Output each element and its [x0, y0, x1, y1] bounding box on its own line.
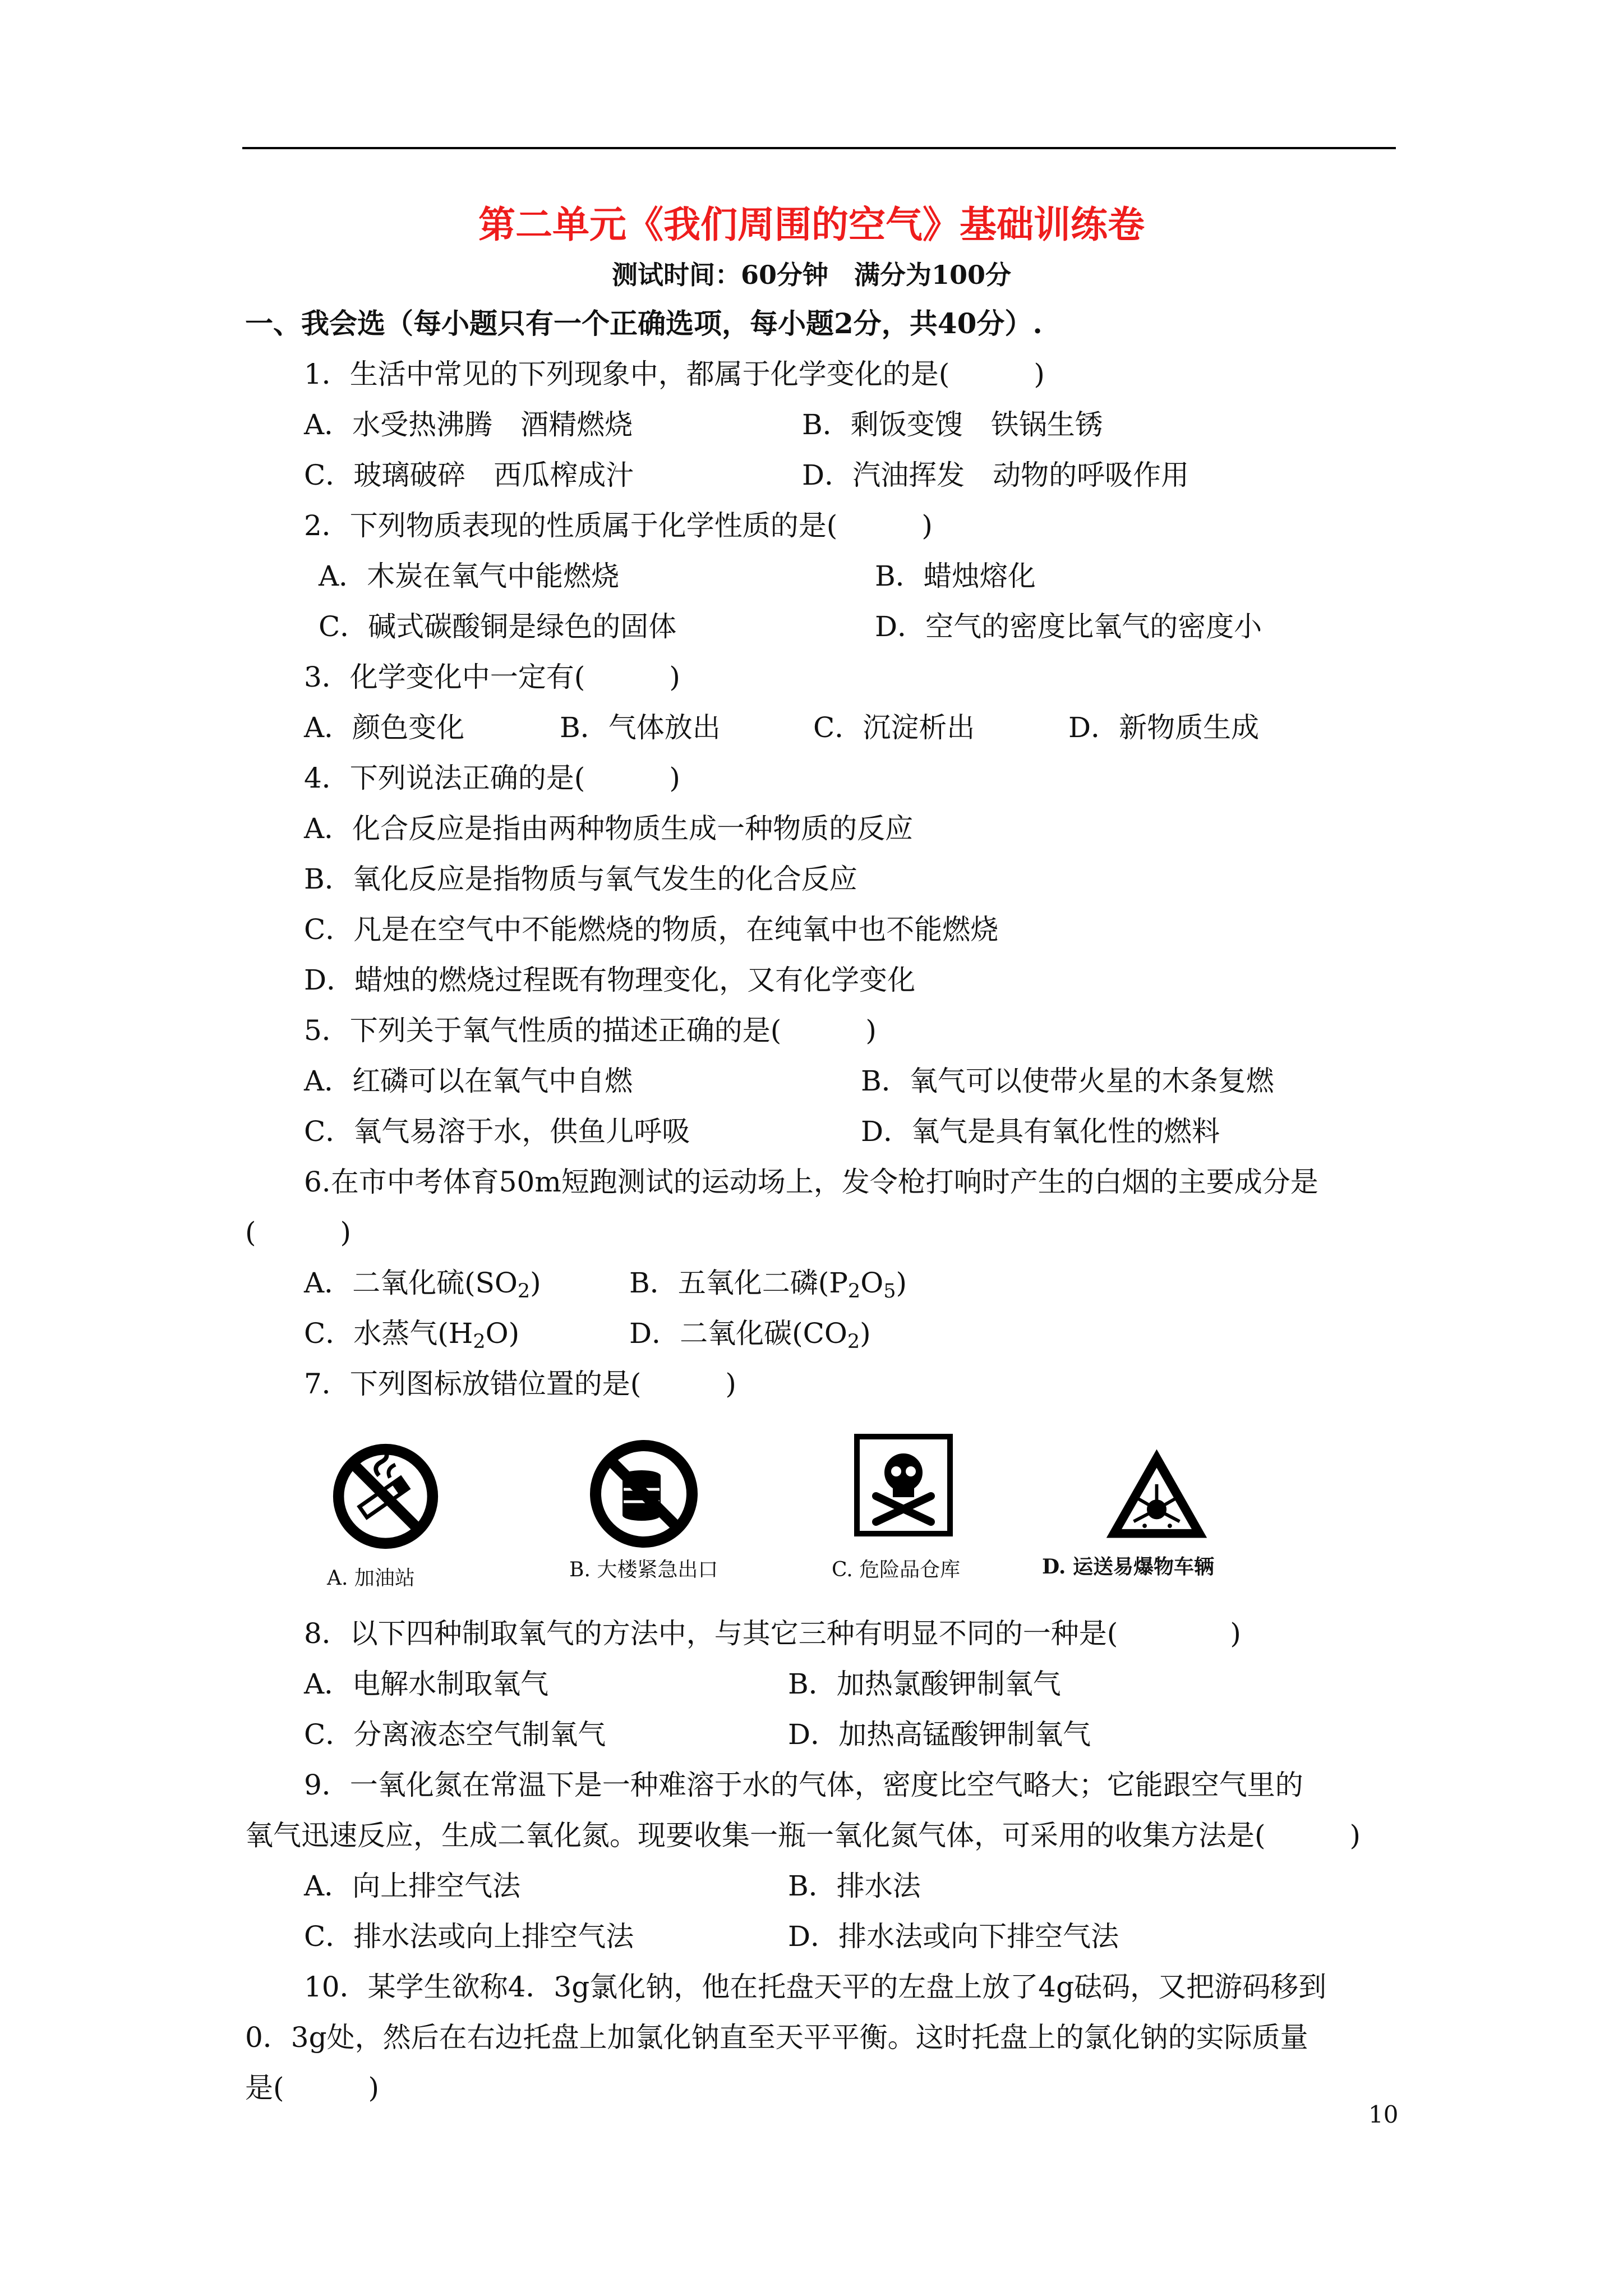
question-4-option-b: B．氧化反应是指物质与氧气发生的化合反应: [304, 863, 857, 895]
question-10-stem-line1: 10．某学生欲称4．3g氯化钠，他在托盘天平的左盘上放了4g砝码，又把游码移到: [304, 1971, 1327, 2003]
question-4-option-a: A．化合反应是指由两种物质生成一种物质的反应: [304, 812, 914, 845]
page-number: 10: [1368, 2101, 1399, 2128]
question-1-option-d: D．汽油挥发 动物的呼吸作用: [802, 459, 1189, 491]
question-10-stem-line2: 0．3g处，然后在右边托盘上加氯化钠直至天平平衡。这时托盘上的氯化钠的实际质量: [245, 2021, 1308, 2054]
question-8-option-d: D．加热高锰酸钾制氧气: [788, 1718, 1091, 1751]
question-8-option-b: B．加热氯酸钾制氧气: [788, 1668, 1061, 1700]
question-1-option-a: A．水受热沸腾 酒精燃烧: [304, 408, 633, 441]
sign-d-caption: D. 运送易爆物车辆: [1042, 1555, 1215, 1579]
question-8-stem: 8．以下四种制取氧气的方法中，与其它三种有明显不同的一种是( ): [304, 1617, 1241, 1650]
question-5-option-d: D．氧气是具有氧化性的燃料: [861, 1115, 1220, 1148]
poison-skull-icon: [854, 1433, 953, 1537]
question-6-stem-line2: ( ): [245, 1216, 352, 1249]
question-2-option-a: A．木炭在氧气中能燃烧: [319, 560, 620, 592]
question-3-option-a: A．颜色变化: [304, 711, 465, 744]
question-8-option-a: A．电解水制取氧气: [304, 1668, 549, 1700]
question-4-option-d: D．蜡烛的燃烧过程既有物理变化，又有化学变化: [304, 964, 916, 996]
question-9-option-c: C．排水法或向上排空气法: [304, 1920, 634, 1953]
explosive-warning-icon: [1102, 1444, 1211, 1543]
question-3-option-d: D．新物质生成: [1068, 711, 1260, 744]
question-6-option-c: C．水蒸气$(H_2O)$: [304, 1317, 520, 1353]
question-5-stem: 5．下列关于氧气性质的描述正确的是( ): [304, 1014, 877, 1047]
question-9-option-d: D．排水法或向下排空气法: [788, 1920, 1119, 1953]
question-6-option-d: D．二氧化碳$(CO_2)$: [629, 1317, 871, 1353]
question-3-stem: 3．化学变化中一定有( ): [304, 661, 680, 693]
question-2-option-d: D．空气的密度比氧气的密度小: [875, 610, 1262, 643]
question-2-option-b: B．蜡烛熔化: [875, 560, 1036, 592]
question-10-stem-line3: 是( ): [245, 2072, 380, 2104]
question-5-option-c: C．氧气易溶于水，供鱼儿呼吸: [304, 1115, 690, 1148]
section-heading: 一、我会选（每小题只有一个正确选项，每小题2分，共40分）.: [245, 307, 1043, 340]
question-8-option-c: C．分离液态空气制氧气: [304, 1718, 606, 1751]
question-6-option-b: B．五氧化二磷$(P_2O_5)$: [629, 1267, 907, 1303]
question-3-option-b: B．气体放出: [560, 711, 721, 744]
question-4-option-c: C．凡是在空气中不能燃烧的物质，在纯氧中也不能燃烧: [304, 913, 999, 946]
question-6-option-a: A．二氧化硫$(SO_2)$: [304, 1267, 541, 1303]
question-1-option-b: B．剩饭变馊 铁锅生锈: [802, 408, 1103, 441]
no-smoking-icon: [331, 1442, 440, 1551]
header-rule: [242, 147, 1396, 149]
question-9-stem-line1: 9．一氧化氮在常温下是一种难溶于水的气体，密度比空气略大；它能跟空气里的: [304, 1769, 1303, 1801]
question-5-option-b: B．氧气可以使带火星的木条复燃: [861, 1065, 1274, 1097]
question-5-option-a: A．红磷可以在氧气中自燃: [304, 1065, 633, 1097]
question-1-option-c: C．玻璃破碎 西瓜榨成汁: [304, 459, 634, 491]
sign-a-caption: A. 加油站: [327, 1567, 415, 1590]
page-subtitle: 测试时间：60分钟 满分为100分: [611, 260, 1012, 290]
question-2-option-c: C．碱式碳酸铜是绿色的固体: [319, 610, 677, 643]
question-9-stem-line2: 氧气迅速反应，生成二氧化氮。现要收集一瓶一氧化氮气体，可采用的收集方法是( ): [245, 1819, 1361, 1852]
sign-b-caption: B. 大楼紧急出口: [569, 1558, 718, 1581]
question-9-option-a: A．向上排空气法: [304, 1870, 521, 1902]
question-1-stem: 1．生活中常见的下列现象中，都属于化学变化的是( ): [304, 358, 1045, 390]
question-3-option-c: C．沉淀析出: [813, 711, 975, 744]
question-2-stem: 2．下列物质表现的性质属于化学性质的是( ): [304, 509, 933, 542]
question-7-stem: 7．下列图标放错位置的是( ): [304, 1368, 736, 1400]
question-6-stem-line1: 6.在市中考体育50m短跑测试的运动场上，发令枪打响时产生的白烟的主要成分是: [304, 1166, 1318, 1198]
no-oil-drum-icon: [588, 1438, 700, 1550]
question-9-option-b: B．排水法: [788, 1870, 921, 1902]
sign-c-caption: C. 危险品仓库: [832, 1558, 961, 1581]
page-title: 第二单元《我们周围的空气》基础训练卷: [478, 203, 1145, 246]
question-4-stem: 4．下列说法正确的是( ): [304, 762, 680, 794]
